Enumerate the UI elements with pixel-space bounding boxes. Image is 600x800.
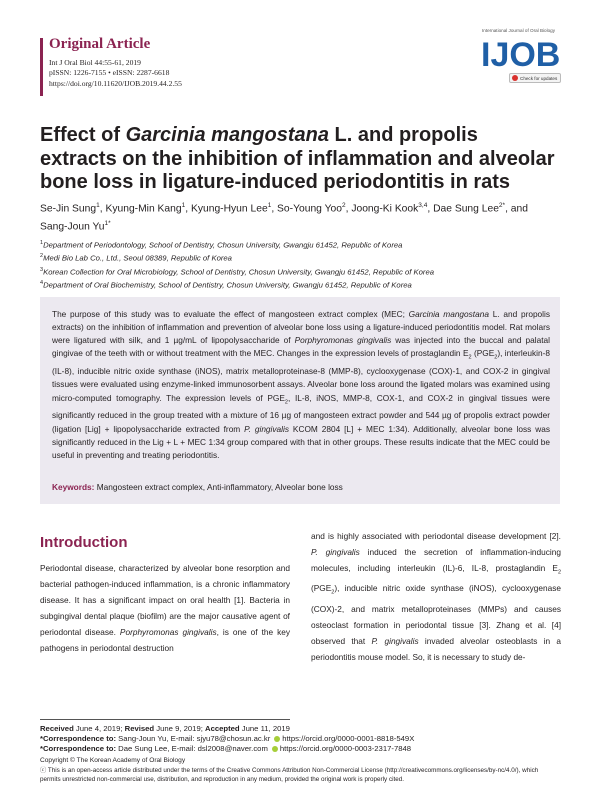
orcid-icon [272, 746, 278, 752]
citation: Int J Oral Biol 44:55-61, 2019 [49, 58, 141, 67]
author-sup: 1* [104, 220, 111, 228]
affiliation: $^3$Korean Collection for Oral Microbiology, School of Dentistry, Chosun University, Gwangju 61452, Republic of Korea [40, 266, 435, 277]
intro-column-right: and is highly associated with periodontal disease development [2]. P. gingivalis induced the secretion of inflammation-inducing molecules, including interleukin (IL)-6, IL-8, prostaglandin $E_2$ $(PGE_2)$, inducible nitric oxide synthase (iNOS), cyclooxygenase (COX)-2, and matrix metalloproteinases (MMPs) and causes osteoclast formation in periodontal tissue [3]. Zhang et al. [4] observed that P. gingivalis invaded alveolar osteoblasts in a periodontitis mouse model. So, it is necessary to study de- [311, 531, 562, 662]
author: Se-Jin Sung [40, 203, 97, 215]
author-sep: , [185, 203, 191, 215]
check-updates-label: Check for updates [520, 75, 558, 81]
author: Sang-Joun Yu [40, 221, 105, 233]
keywords [52, 482, 343, 492]
keywords-list: Mangosteen extract complex, Anti-inflammatory, Alveolar bone loss [94, 482, 343, 492]
citation-block [49, 58, 182, 89]
received-dates: Received June 4, 2019; Revised June 9, 2019; Accepted June 11, 2019 [40, 724, 290, 733]
author-sup: 1 [267, 202, 272, 209]
affiliation: $^4$Department of Oral Biochemistry, School of Dentistry, Chosun University, Gwangju 61452, Republic of Korea [40, 280, 412, 290]
author-sup: 1 [96, 202, 100, 209]
article-title [40, 124, 560, 195]
author-sep: , and [505, 203, 528, 215]
section-heading-introduction: Introduction [40, 534, 128, 551]
doi-link[interactable]: https://doi.org/10.11620/IJOB.2019.44.2.55 [49, 78, 182, 88]
title-part2: L. and propolis extracts on the inhibition of inflammation and alveolar bone loss in ligature-induced periodontitis in rats [40, 124, 555, 193]
crossmark-icon [512, 75, 518, 81]
author-sup: 2* [498, 202, 506, 209]
author-sup: 3,4 [418, 202, 428, 209]
journal-name: International Journal of Oral Biology [482, 28, 556, 33]
author-sup: 1 [181, 202, 186, 209]
article-type: Original Article [49, 36, 151, 52]
license-text: ⓒ This is an open-access article distributed under the terms of the Creative Commons Attribution Non-Commercial License (http://creativecommons.org/licenses/by-nc/4.0/), which permits unrestricted non-commercial use, distribution, and reproduction in any medium, provided the original work is properly cited. [40, 767, 539, 783]
author-sep: , [271, 203, 278, 215]
orcid-link[interactable]: https://orcid.org/0000-0001-8818-549X [282, 734, 415, 743]
check-for-updates-badge[interactable] [509, 73, 561, 83]
author-sep: , [427, 203, 434, 215]
affiliation: $^2$Medi Bio Lab Co., Ltd., Seoul 08389, Republic of Korea [40, 253, 232, 263]
keywords-label: Keywords: [52, 482, 95, 492]
ijob-logo [481, 33, 561, 73]
author-sep: , [345, 203, 352, 215]
title-part1: Effect of [40, 124, 126, 146]
affiliations [40, 238, 560, 291]
author: Joong-Ki Kook [351, 203, 419, 215]
title-italic: Garcinia mangostana [125, 124, 329, 146]
intro-column-left: Periodontal disease, characterized by alveolar bone resorption and bacterial pathogen-induced inflammation, is a chronic inflammatory disease. It has a significant impact on oral health [1]. Bacteria in subgingival dental plaque (biofilm) are the major causative agent of periodontal disease. Porphyromonas gingivalis, is one of the key pathogens in periodontal destruction [40, 563, 290, 653]
accent-bar [40, 38, 43, 96]
correspondence-1: *Correspondence to: Sang-Joun Yu, E-mail: sjyu78@chosun.ac.kr https://orcid.org/0000-0001-8818-549X [40, 734, 415, 743]
issn: pISSN: 1226-7155 • eISSN: 2287-6618 [49, 68, 170, 78]
author-list [40, 199, 560, 235]
author: Kyung-Min Kang [105, 203, 182, 215]
orcid-icon [274, 736, 280, 742]
abstract-text: The purpose of this study was to evaluate the effect of mangosteen extract complex (MEC; Garcinia mangostana L. and propolis extracts) on the inhibition of inflammation and prevention of alveolar bone loss using a ligature-induced periodontitis model. Rat molars were ligatured with silk, and 1 µg/mL of lipopolysaccharide of Porphyromonas gingivalis was injected into the buccal and palatal gingivae of the teeth with or without treatment with the MEC. Changes in the expression levels of prostaglandin $E_2$ $(PGE_2)$, interleukin-8 (IL-8), inducible nitric oxide synthase (iNOS), matrix metalloproteinase-8 (MMP-8), cyclooxygenase (COX)-1, and COX-2 in gingival tissues were evaluated using enzyme-linked immunosorbent assays. Alveolar bone loss around the ligated molars was examined using micro-computed tomography. The expression levels of $PGE_2$, IL-8, iNOS, MMP-8, COX-1, and COX-2 in gingival tissues were significantly reduced in the group treated with a mixture of 16 µg of mangosteen extract powder and 544 µg of propolis extract powder (ligation [Lig] + lipopolysaccharide extracted from P. gingivalis KCOM 2804 [L] + MEC 1:34). Additionally, alveolar bone loss was significantly reduced in the Lig + L + MEC 1:34 group compared with that in other groups. These results indicate that the MEC could be useful in preventing and treating periodontitis. [52, 309, 551, 460]
logo-text: IJOB [481, 36, 561, 73]
correspondence-2: *Correspondence to: Dae Sung Lee, E-mail: dsl2008@naver.com https://orcid.org/0000-0003-2317-7848 [40, 744, 412, 753]
author-sup: 2 [341, 202, 346, 209]
copyright: Copyright © The Korean Academy of Oral Biology [40, 757, 186, 764]
affiliation: $^1$Department of Periodontology, School of Dentistry, Chosun University, Gwangju 61452, Republic of Korea [40, 240, 403, 250]
author: Dae Sung Lee [433, 203, 499, 215]
orcid-link[interactable]: https://orcid.org/0000-0003-2317-7848 [279, 744, 412, 753]
author: So-Young Yoo [277, 203, 342, 215]
author-sep: , [99, 203, 106, 215]
author: Kyung-Hyun Lee [190, 203, 268, 215]
footnote-rule [40, 719, 290, 720]
